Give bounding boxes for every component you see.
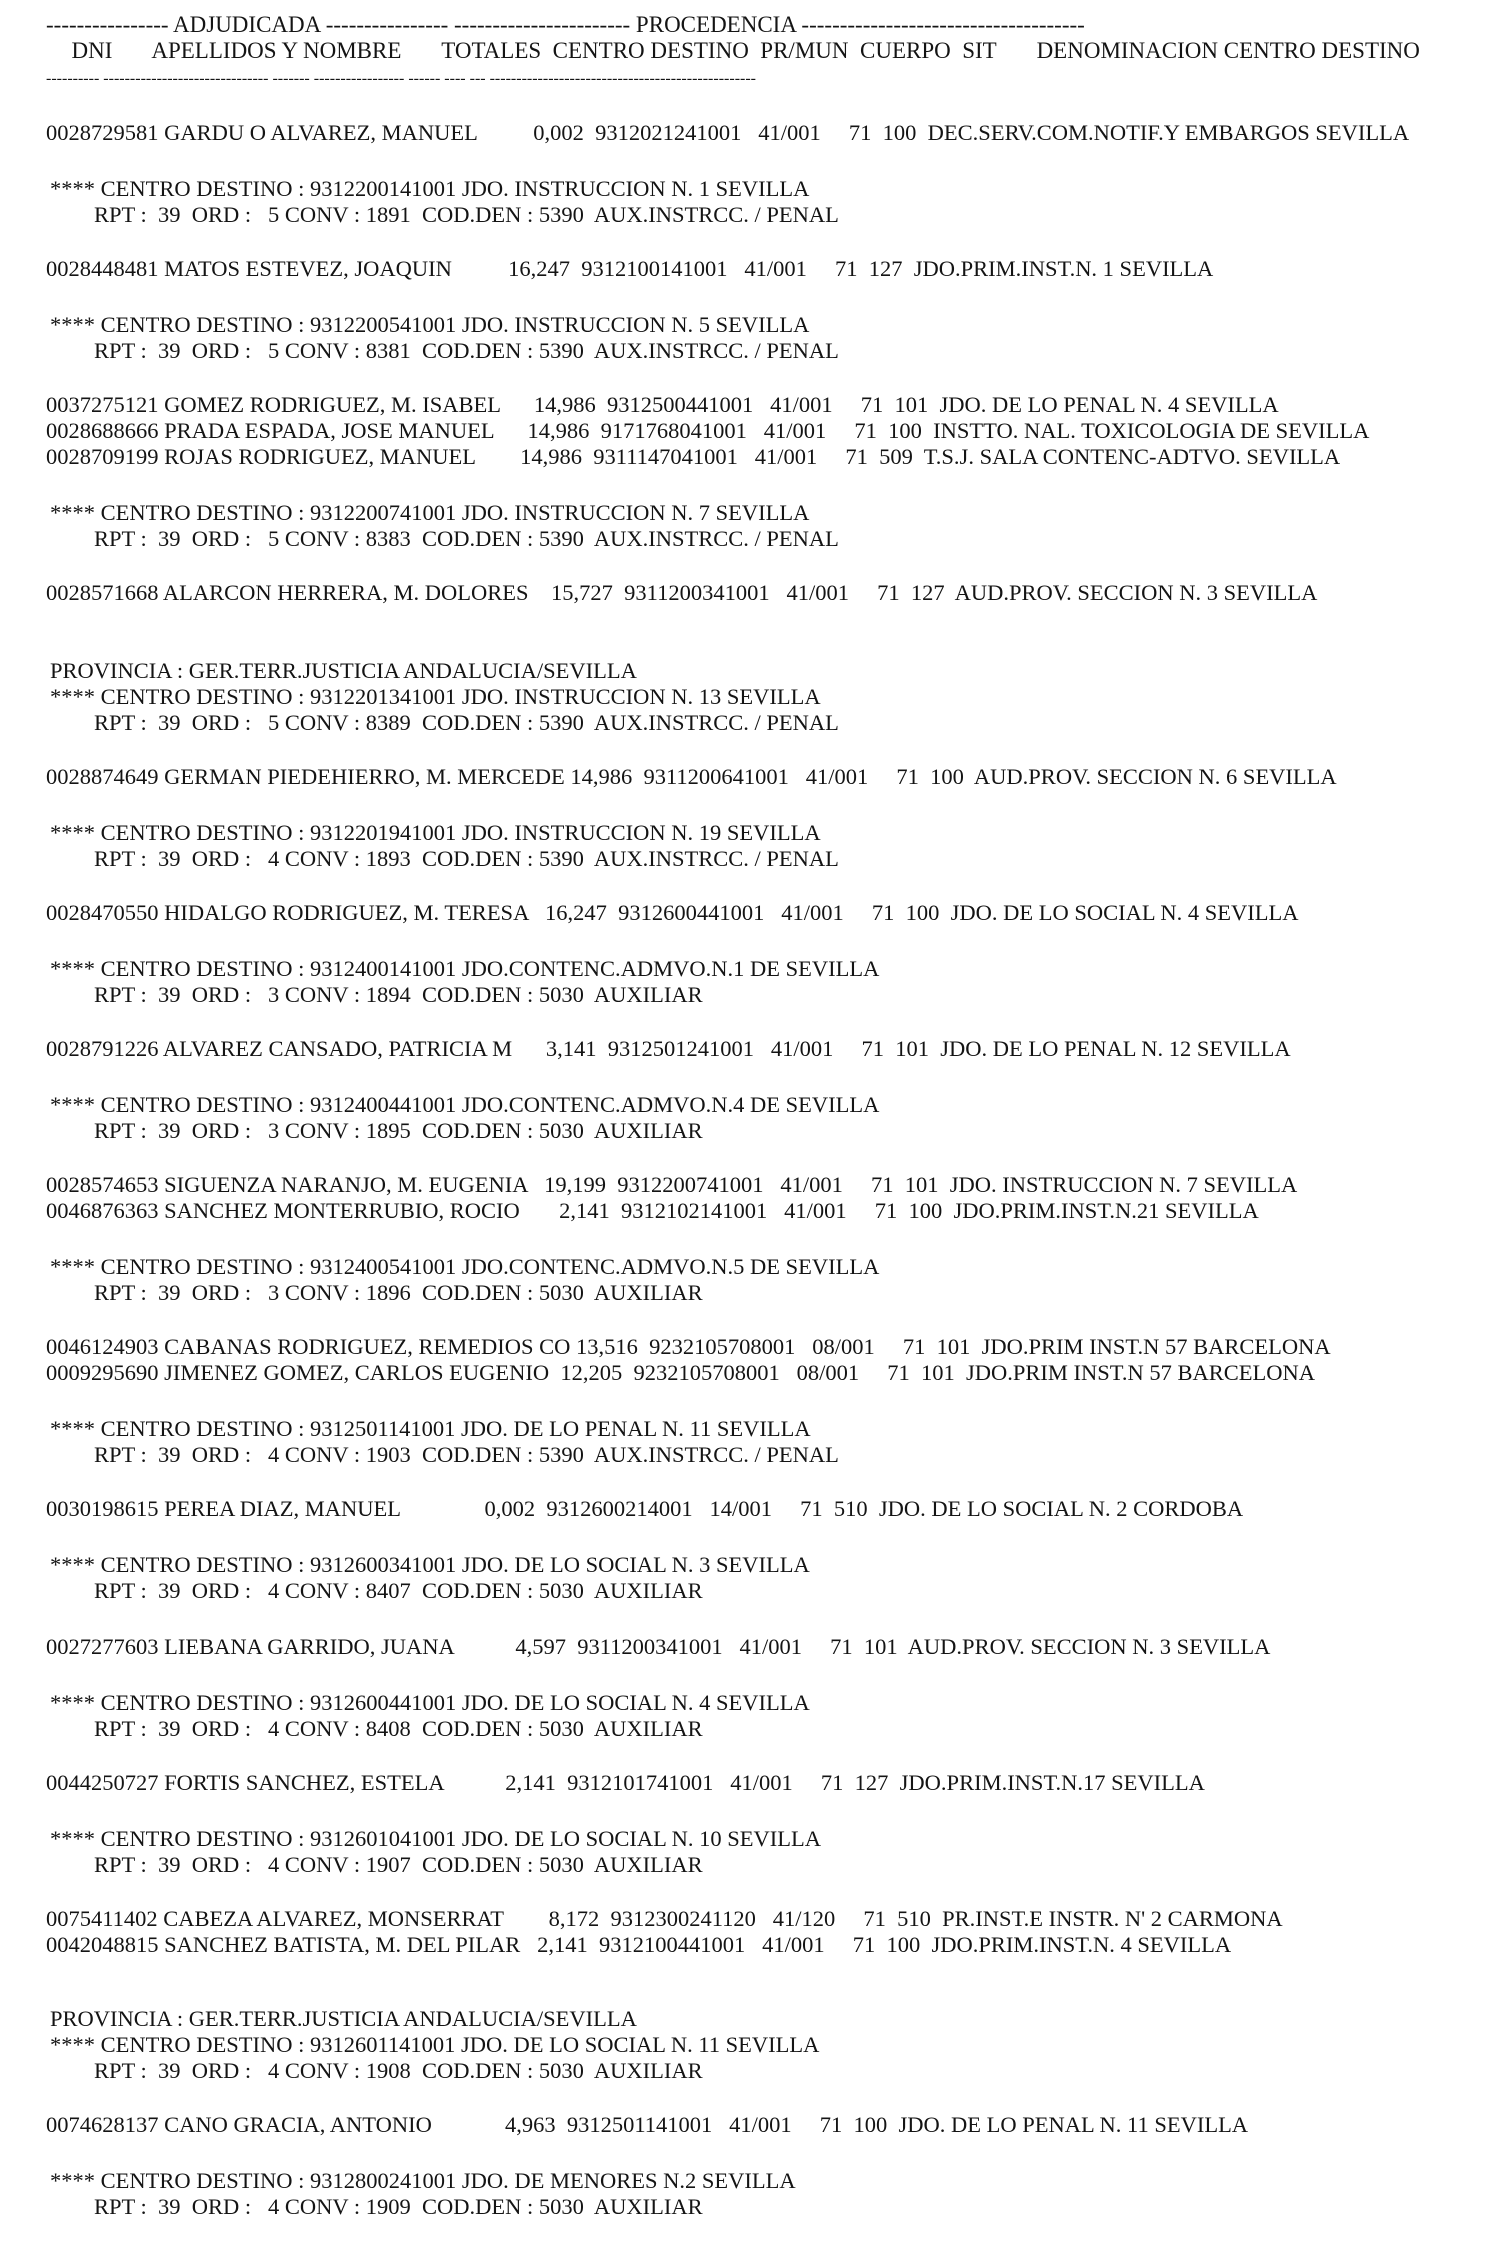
table-row: 0030198615 PEREA DIAZ, MANUEL 0,002 9312600214001 14/001 71 510 JDO. DE LO SOCIAL N. 2 CORDOBA: [46, 1496, 1244, 1521]
rpt-line: RPT : 39 ORD : 5 CONV : 8381 COD.DEN : 5390 AUX.INSTRCC. / PENAL: [94, 338, 839, 363]
table-row: 0074628137 CANO GRACIA, ANTONIO 4,963 9312501141001 41/001 71 100 JDO. DE LO PENAL N. 11 SEVILLA: [46, 2112, 1249, 2137]
rpt-line: RPT : 39 ORD : 5 CONV : 8383 COD.DEN : 5390 AUX.INSTRCC. / PENAL: [94, 526, 839, 551]
rpt-line: RPT : 39 ORD : 3 CONV : 1894 COD.DEN : 5030 AUXILIAR: [94, 982, 703, 1007]
centro-destino-line: **** CENTRO DESTINO : 9312200141001 JDO. INSTRUCCION N. 1 SEVILLA: [50, 176, 810, 201]
centro-destino-line: **** CENTRO DESTINO : 9312501141001 JDO. DE LO PENAL N. 11 SEVILLA: [50, 1416, 811, 1441]
rpt-line: RPT : 39 ORD : 4 CONV : 1908 COD.DEN : 5030 AUXILIAR: [94, 2058, 703, 2083]
rpt-line: RPT : 39 ORD : 5 CONV : 1891 COD.DEN : 5390 AUX.INSTRCC. / PENAL: [94, 202, 839, 227]
table-row: 0037275121 GOMEZ RODRIGUEZ, M. ISABEL 14,986 9312500441001 41/001 71 101 JDO. DE LO PENAL N. 4 SEVILLA: [46, 392, 1279, 417]
centro-destino-line: **** CENTRO DESTINO : 9312600441001 JDO. DE LO SOCIAL N. 4 SEVILLA: [50, 1690, 810, 1715]
centro-destino-line: **** CENTRO DESTINO : 9312201341001 JDO. INSTRUCCION N. 13 SEVILLA: [50, 684, 821, 709]
header-dashes-top: ---------------- ADJUDICADA ---------------- ----------------------- PROCEDENCIA -------------------------------------: [46, 12, 1085, 37]
table-row: 0028874649 GERMAN PIEDEHIERRO, M. MERCEDE 14,986 9311200641001 41/001 71 100 AUD.PROV. SECCION N. 6 SEVILLA: [46, 764, 1337, 789]
table-row: 0028574653 SIGUENZA NARANJO, M. EUGENIA 19,199 9312200741001 41/001 71 101 JDO. INSTRUCCION N. 7 SEVILLA: [46, 1172, 1298, 1197]
table-row: 0046124903 CABANAS RODRIGUEZ, REMEDIOS CO 13,516 9232105708001 08/001 71 101 JDO.PRIM INST.N 57 BARCELONA: [46, 1334, 1331, 1359]
rpt-line: RPT : 39 ORD : 4 CONV : 8407 COD.DEN : 5030 AUXILIAR: [94, 1578, 703, 1603]
centro-destino-line: **** CENTRO DESTINO : 9312601141001 JDO. DE LO SOCIAL N. 11 SEVILLA: [50, 2032, 820, 2057]
centro-destino-line: **** CENTRO DESTINO : 9312200541001 JDO. INSTRUCCION N. 5 SEVILLA: [50, 312, 810, 337]
table-row: 0027277603 LIEBANA GARRIDO, JUANA 4,597 9311200341001 41/001 71 101 AUD.PROV. SECCION N. 3 SEVILLA: [46, 1634, 1271, 1659]
centro-destino-line: **** CENTRO DESTINO : 9312400141001 JDO.CONTENC.ADMVO.N.1 DE SEVILLA: [50, 956, 880, 981]
rpt-line: RPT : 39 ORD : 4 CONV : 1893 COD.DEN : 5390 AUX.INSTRCC. / PENAL: [94, 846, 839, 871]
table-row: 0009295690 JIMENEZ GOMEZ, CARLOS EUGENIO 12,205 9232105708001 08/001 71 101 JDO.PRIM INST.N 57 BARCELONA: [46, 1360, 1315, 1385]
centro-destino-line: **** CENTRO DESTINO : 9312400541001 JDO.CONTENC.ADMVO.N.5 DE SEVILLA: [50, 1254, 880, 1279]
table-row: 0028688666 PRADA ESPADA, JOSE MANUEL 14,986 9171768041001 41/001 71 100 INSTTO. NAL. TOXICOLOGIA DE SEVILLA: [46, 418, 1370, 443]
rpt-line: RPT : 39 ORD : 4 CONV : 1903 COD.DEN : 5390 AUX.INSTRCC. / PENAL: [94, 1442, 839, 1467]
table-row: 0028709199 ROJAS RODRIGUEZ, MANUEL 14,986 9311147041001 41/001 71 509 T.S.J. SALA CONTENC-ADTVO. SEVILLA: [46, 444, 1341, 469]
provincia-line: PROVINCIA : GER.TERR.JUSTICIA ANDALUCIA/SEVILLA: [50, 658, 637, 683]
table-row: 0046876363 SANCHEZ MONTERRUBIO, ROCIO 2,141 9312102141001 41/001 71 100 JDO.PRIM.INST.N.21 SEVILLA: [46, 1198, 1259, 1223]
table-row: 0028571668 ALARCON HERRERA, M. DOLORES 15,727 9311200341001 41/001 71 127 AUD.PROV. SECCION N. 3 SEVILLA: [46, 580, 1318, 605]
rpt-line: RPT : 39 ORD : 4 CONV : 8408 COD.DEN : 5030 AUXILIAR: [94, 1716, 703, 1741]
rpt-line: RPT : 39 ORD : 5 CONV : 8389 COD.DEN : 5390 AUX.INSTRCC. / PENAL: [94, 710, 839, 735]
centro-destino-line: **** CENTRO DESTINO : 9312601041001 JDO. DE LO SOCIAL N. 10 SEVILLA: [50, 1826, 822, 1851]
centro-destino-line: **** CENTRO DESTINO : 9312600341001 JDO. DE LO SOCIAL N. 3 SEVILLA: [50, 1552, 810, 1577]
rpt-line: RPT : 39 ORD : 3 CONV : 1895 COD.DEN : 5030 AUXILIAR: [94, 1118, 703, 1143]
table-row: 0028729581 GARDU O ALVAREZ, MANUEL 0,002 9312021241001 41/001 71 100 DEC.SERV.COM.NOTIF.Y EMBARGOS SEVILLA: [46, 120, 1410, 145]
header-dashes-bottom: ---------- ------------------------------- ------- ----------------- ------ ---- --- --------------------------------------------------: [46, 70, 756, 87]
rpt-line: RPT : 39 ORD : 4 CONV : 1909 COD.DEN : 5030 AUXILIAR: [94, 2194, 703, 2219]
provincia-line: PROVINCIA : GER.TERR.JUSTICIA ANDALUCIA/SEVILLA: [50, 2006, 637, 2031]
table-row: 0042048815 SANCHEZ BATISTA, M. DEL PILAR 2,141 9312100441001 41/001 71 100 JDO.PRIM.INST.N. 4 SEVILLA: [46, 1932, 1232, 1957]
rpt-line: RPT : 39 ORD : 3 CONV : 1896 COD.DEN : 5030 AUXILIAR: [94, 1280, 703, 1305]
table-row: 0028470550 HIDALGO RODRIGUEZ, M. TERESA 16,247 9312600441001 41/001 71 100 JDO. DE LO SOCIAL N. 4 SEVILLA: [46, 900, 1299, 925]
column-headers: DNI APELLIDOS Y NOMBRE TOTALES CENTRO DESTINO PR/MUN CUERPO SIT DENOMINACION CENTRO DESTINO: [60, 38, 1420, 63]
table-row: 0075411402 CABEZA ALVAREZ, MONSERRAT 8,172 9312300241120 41/120 71 510 PR.INST.E INSTR. N' 2 CARMONA: [46, 1906, 1283, 1931]
rpt-line: RPT : 39 ORD : 4 CONV : 1907 COD.DEN : 5030 AUXILIAR: [94, 1852, 703, 1877]
table-row: 0028448481 MATOS ESTEVEZ, JOAQUIN 16,247 9312100141001 41/001 71 127 JDO.PRIM.INST.N. 1 SEVILLA: [46, 256, 1214, 281]
centro-destino-line: **** CENTRO DESTINO : 9312400441001 JDO.CONTENC.ADMVO.N.4 DE SEVILLA: [50, 1092, 880, 1117]
centro-destino-line: **** CENTRO DESTINO : 9312800241001 JDO. DE MENORES N.2 SEVILLA: [50, 2168, 796, 2193]
centro-destino-line: **** CENTRO DESTINO : 9312201941001 JDO. INSTRUCCION N. 19 SEVILLA: [50, 820, 821, 845]
centro-destino-line: **** CENTRO DESTINO : 9312200741001 JDO. INSTRUCCION N. 7 SEVILLA: [50, 500, 810, 525]
table-row: 0044250727 FORTIS SANCHEZ, ESTELA 2,141 9312101741001 41/001 71 127 JDO.PRIM.INST.N.17 SEVILLA: [46, 1770, 1205, 1795]
table-row: 0028791226 ALVAREZ CANSADO, PATRICIA M 3,141 9312501241001 41/001 71 101 JDO. DE LO PENAL N. 12 SEVILLA: [46, 1036, 1291, 1061]
